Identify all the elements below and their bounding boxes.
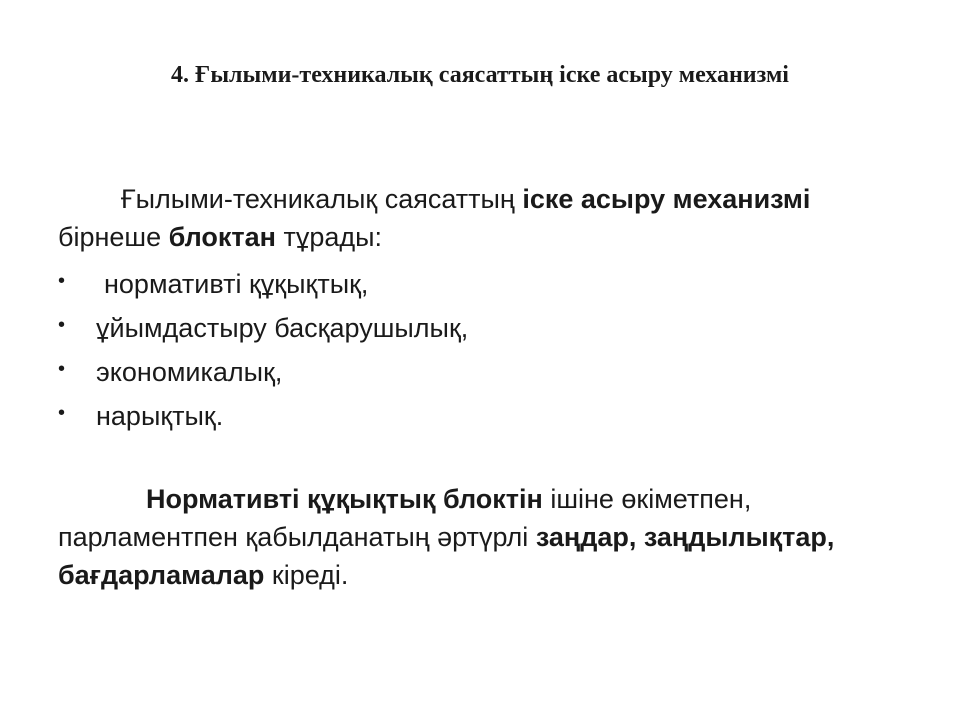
intro-text-2: бірнеше (58, 222, 169, 252)
intro-bold-block: блоктан (168, 222, 276, 252)
normative-text-1: ішіне өкіметпен, парламентпен қабылданатың әртүрлі (58, 484, 752, 552)
intro-text-1: Ғылыми-техникалық саясаттың (121, 184, 523, 214)
bullet-text: экономикалық, (96, 357, 283, 387)
normative-paragraph (58, 480, 908, 594)
bullet-icon: • (58, 358, 66, 380)
bullet-icon: • (58, 270, 66, 292)
intro-text-3: тұрады: (275, 222, 383, 252)
bullet-icon: • (58, 402, 66, 424)
bullet-icon: • (58, 314, 66, 336)
bullet-text: нормативті құқықтық, (104, 269, 369, 299)
normative-bold-laws: заңдар, заңдылықтар, бағдарламалар (58, 522, 835, 590)
intro-bold-mechanism: іске асыру механизмі (522, 184, 811, 214)
normative-text-2: кіреді. (264, 560, 349, 590)
intro-paragraph (58, 180, 908, 256)
page-title: 4. Ғылыми-техникалық саясаттың іске асыру механизмі (171, 62, 789, 88)
normative-bold-title: Нормативті құқықтық блоктін (146, 484, 543, 514)
bullet-text: ұйымдастыру басқарушылық, (96, 313, 469, 343)
bullet-text: нарықтық. (96, 401, 224, 431)
